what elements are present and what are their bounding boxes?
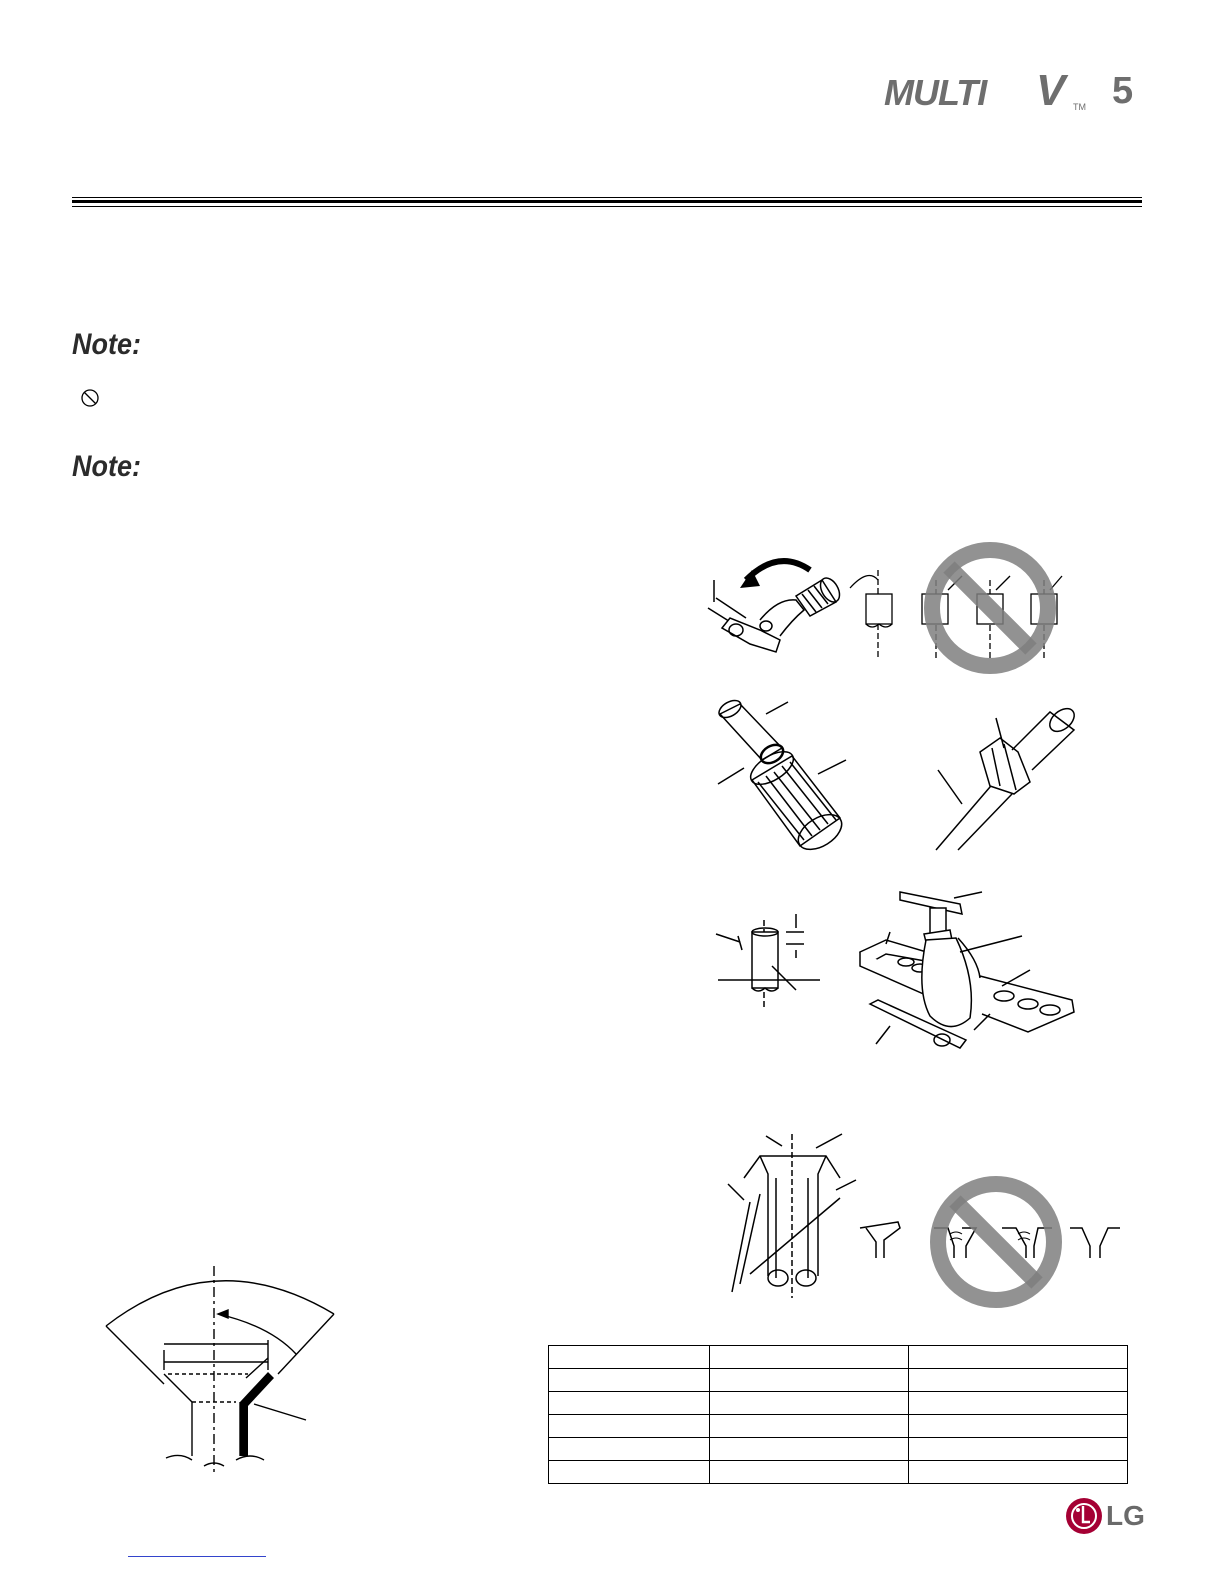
table-cell — [710, 1461, 909, 1484]
table-cell — [909, 1438, 1128, 1461]
table-cell — [549, 1346, 710, 1369]
brand-name: MULTI — [884, 72, 987, 113]
table-cell — [909, 1415, 1128, 1438]
lg-face-icon — [1064, 1496, 1104, 1536]
table-cell — [909, 1369, 1128, 1392]
table-row — [549, 1461, 1128, 1484]
flare-dimension-table — [548, 1345, 1128, 1484]
lg-wordmark: LG — [1106, 1500, 1145, 1531]
header-rule — [72, 197, 1142, 209]
table-cell — [549, 1369, 710, 1392]
table-cell — [909, 1461, 1128, 1484]
table-row — [549, 1438, 1128, 1461]
table-cell — [710, 1438, 909, 1461]
prohibited-icon — [80, 388, 100, 413]
table-cell — [549, 1461, 710, 1484]
table-cell — [909, 1392, 1128, 1415]
table-cell — [549, 1415, 710, 1438]
flare-nut-figure — [700, 690, 1100, 860]
flare-dimension-figure — [100, 1262, 340, 1482]
note-label: Note: — [72, 450, 141, 483]
table-cell — [909, 1346, 1128, 1369]
lg-logo — [1064, 1496, 1146, 1540]
pipe-cutting-figure — [700, 540, 1100, 680]
table-row — [549, 1392, 1128, 1415]
flare-inspection-figure — [720, 1128, 1130, 1318]
table-row — [549, 1369, 1128, 1392]
table-cell — [549, 1392, 710, 1415]
footer-link[interactable] — [128, 1556, 266, 1557]
note-label: Note: — [72, 328, 141, 361]
table-row — [549, 1415, 1128, 1438]
table-row — [549, 1346, 1128, 1369]
brand-trademark: TM — [1073, 102, 1086, 112]
table-cell — [710, 1346, 909, 1369]
table-cell — [710, 1369, 909, 1392]
brand-v: V — [1036, 66, 1066, 115]
multi-v5-logo — [884, 66, 1146, 120]
brand-number: 5 — [1112, 70, 1134, 112]
table-cell — [710, 1392, 909, 1415]
table-cell — [710, 1415, 909, 1438]
table-cell — [549, 1438, 710, 1461]
flaring-tool-figure — [710, 880, 1100, 1060]
